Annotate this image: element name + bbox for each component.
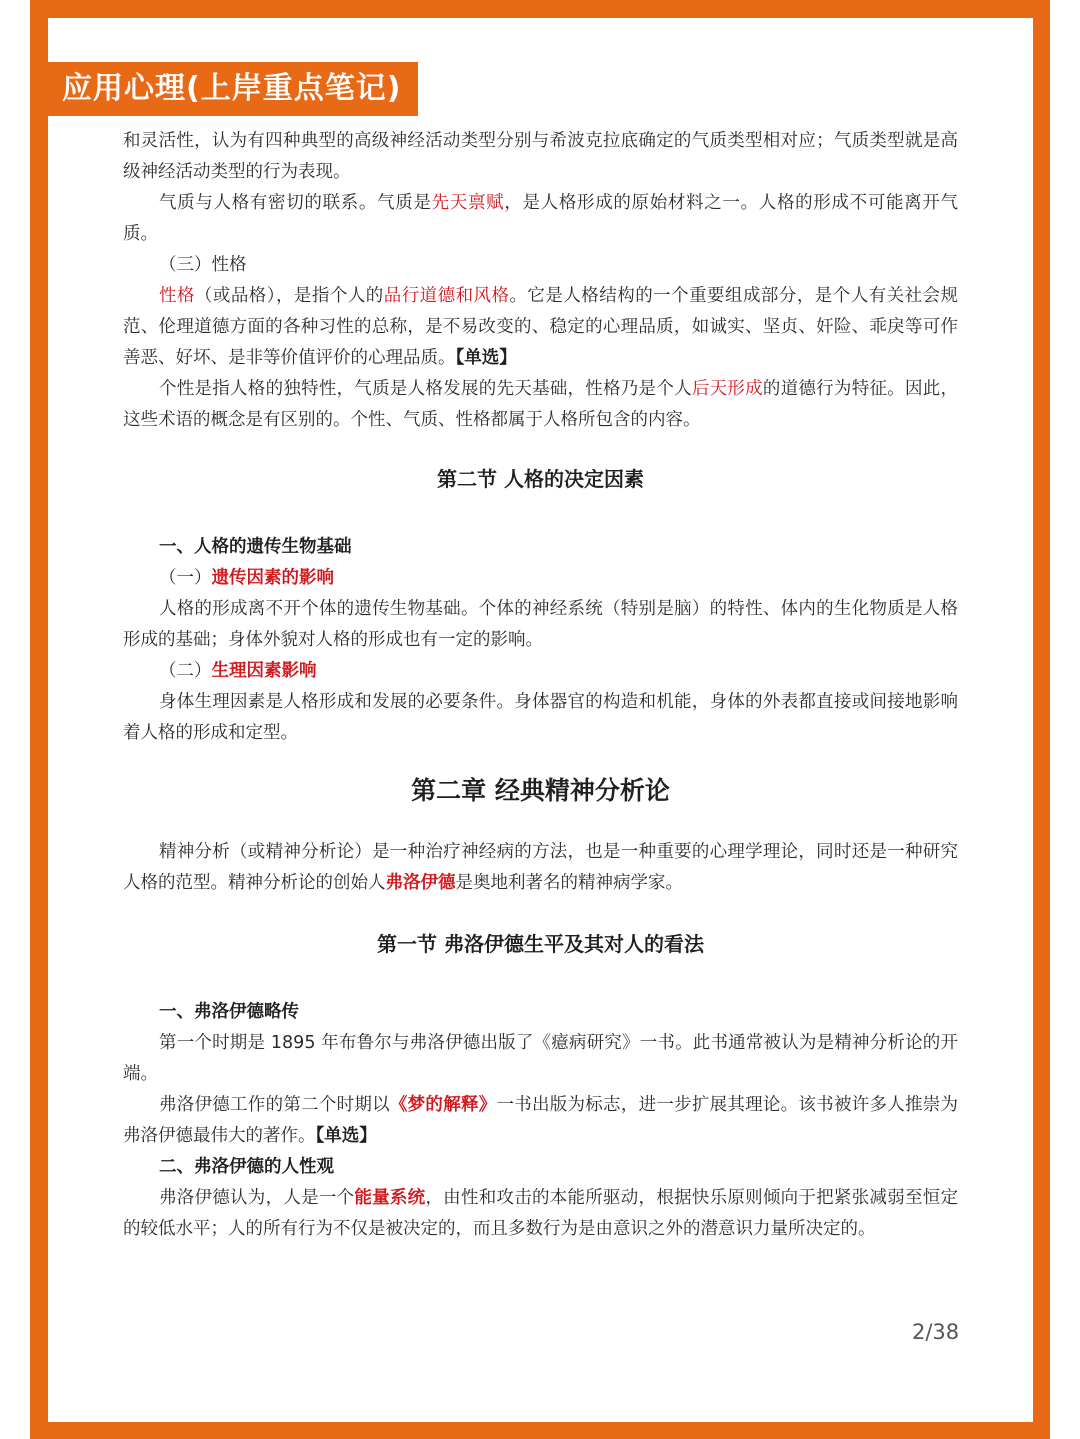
section-title-freud-life: 第一节 弗洛伊德生平及其对人的看法 — [377, 932, 704, 956]
highlight-genetic-factors: 遗传因素的影响 — [211, 568, 334, 588]
section-title-determinants: 第二节 人格的决定因素 — [437, 467, 644, 491]
highlight-freud: 弗洛伊德 — [385, 873, 456, 893]
document-body — [123, 126, 958, 1245]
highlight-character: 性格 — [159, 286, 195, 306]
highlight-energy-system: 能量系统 — [354, 1188, 426, 1208]
highlight-dream-interpretation: 《梦的解释》 — [389, 1095, 497, 1115]
header-banner: 应用心理(上岸重点笔记) — [48, 62, 418, 116]
paragraph-first-period: 第一个时期是 1895 年布鲁尔与弗洛伊德出版了《癔病研究》一书。此书通常被认为是精神分析论的开端。 — [123, 1033, 958, 1084]
heading-genetic-basis: 一、人格的遗传生物基础 — [159, 537, 352, 557]
page-number: 2/38 — [912, 1320, 960, 1344]
paragraph-human-nature: 弗洛伊德认为，人是一个能量系统，由性和攻击的本能所驱动，根据快乐原则倾向于把紧张减弱至恒定的较低水平；人的所有行为不仅是被决定的，而且多数行为是由意识之外的潜意识力量所决定的。 — [123, 1188, 958, 1239]
heading-human-nature: 二、弗洛伊德的人性观 — [159, 1157, 334, 1177]
paragraph-temperament-personality: 气质与人格有密切的联系。气质是先天禀赋，是人格形成的原始材料之一。人格的形成不可能离开气质。 — [123, 193, 959, 244]
single-choice-tag: 【单选】 — [455, 348, 517, 368]
chapter-title-psychoanalysis: 第二章 经典精神分析论 — [411, 776, 670, 805]
paragraph-temperament-types: 和灵活性，认为有四种典型的高级神经活动类型分别与希波克拉底确定的气质类型相对应；气质类型就是高级神经活动类型的行为表现。 — [123, 131, 958, 182]
heading-freud-biography: 一、弗洛伊德略传 — [159, 1002, 299, 1022]
paragraph-psychoanalysis-intro: 精神分析（或精神分析论）是一种治疗神经病的方法，也是一种重要的心理学理论，同时还是一种研究人格的范型。精神分析论的创始人弗洛伊德是奥地利著名的精神病学家。 — [123, 842, 958, 893]
subheading-physiological-factors: （二）生理因素影响 — [159, 661, 317, 681]
highlight-innate: 先天禀赋 — [431, 193, 505, 213]
heading-character: （三）性格 — [159, 255, 247, 275]
subheading-genetic-factors: （一）遗传因素的影响 — [159, 568, 334, 588]
single-choice-tag: 【单选】 — [315, 1126, 377, 1146]
paragraph-second-period: 弗洛伊德工作的第二个时期以《梦的解释》一书出版为标志，进一步扩展其理论。该书被许多人推崇为弗洛伊德最伟大的著作。【单选】 — [123, 1095, 959, 1146]
highlight-acquired: 后天形成 — [691, 379, 763, 399]
highlight-physiological-factors: 生理因素影响 — [211, 661, 317, 681]
paragraph-physiological: 身体生理因素是人格形成和发展的必要条件。身体器官的构造和机能，身体的外表都直接或间接地影响着人格的形成和定型。 — [123, 692, 958, 743]
paragraph-character-definition: 性格（或品格），是指个人的品行道德和风格。它是人格结构的一个重要组成部分，是个人有关社会规范、伦理道德方面的各种习性的总称，是不易改变的、稳定的心理品质，如诚实、坚贞、奸险、乖戾等可作善恶、好坏、是非等价值评价的心理品质。【单选】 — [123, 286, 959, 368]
paragraph-individuality: 个性是指人格的独特性，气质是人格发展的先天基础，性格乃是个人后天形成的道德行为特征。因此，这些术语的概念是有区别的。个性、气质、性格都属于人格所包含的内容。 — [123, 379, 959, 430]
highlight-morality-style: 品行道德和风格 — [383, 286, 510, 306]
paragraph-genetic: 人格的形成离不开个体的遗传生物基础。个体的神经系统（特别是脑）的特性、体内的生化物质是人格形成的基础；身体外貌对人格的形成也有一定的影响。 — [123, 599, 958, 650]
